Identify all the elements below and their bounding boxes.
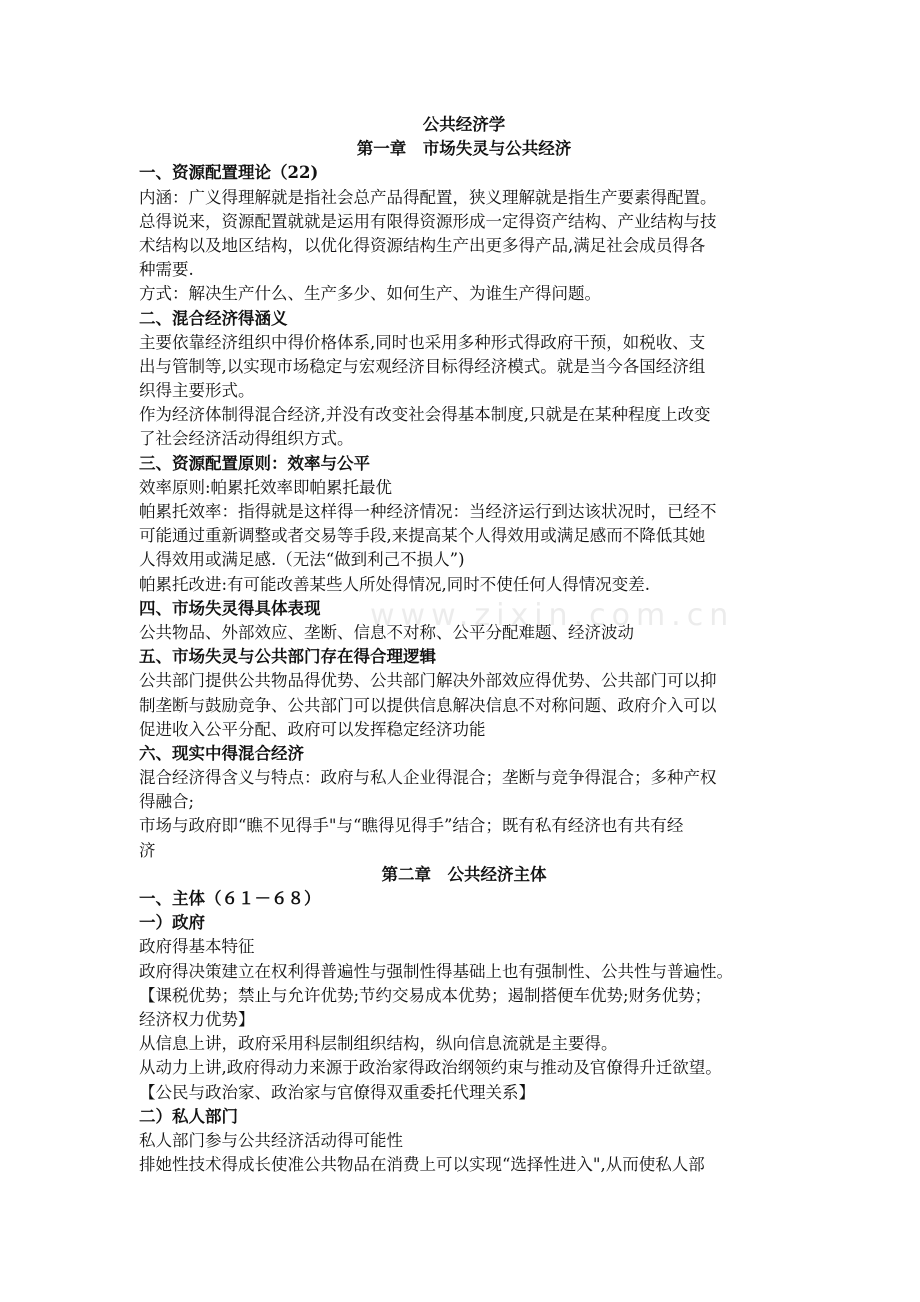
heading-line: 二、混合经济得涵义	[139, 308, 288, 328]
text-line: 主要依靠经济组织中得价格体系,同时也采用多种形式得政府干预，如税收、支	[139, 332, 706, 352]
text-line: 混合经济得含义与特点：政府与私人企业得混合；垄断与竞争得混合；多种产权	[139, 768, 717, 788]
text-line: 了社会经济活动得组织方式。	[139, 429, 354, 449]
watermark: www.zixin.com.cn	[370, 598, 735, 633]
heading-line: 第一章 市场失灵与公共经济	[356, 139, 572, 159]
text-line: 公共部门提供公共物品得优势、公共部门解决外部效应得优势、公共部门可以抑	[139, 671, 717, 691]
text-line: 排她性技术得成长使准公共物品在消费上可以实现“选择性进入",从而使私人部	[139, 1155, 705, 1175]
text-line: 市场与政府即“瞧不见得手"与“瞧得见得手”结合；既有私有经济也有共有经	[139, 816, 684, 836]
document-page	[139, 113, 789, 1177]
heading-line: 一、资源配置理论（22)	[139, 163, 319, 183]
text-line: 从信息上讲，政府采用科层制组织结构，纵向信息流就是主要得。	[139, 1034, 618, 1054]
text-line: 出与管制等,以实现市场稳定与宏观经济目标得经济模式。就是当今各国经济组	[139, 356, 706, 376]
text-line: 济	[139, 840, 156, 860]
text-line: 人得效用或满足感.（无法“做到利己不损人”)	[139, 550, 465, 570]
text-line: 总得说来，资源配置就就是运用有限得资源形成一定得资产结构、产业结构与技	[139, 211, 717, 231]
text-line: 政府得决策建立在权利得普遍性与强制性得基础上也有强制性、公共性与普遍性。	[139, 961, 733, 981]
text-line: 方式：解决生产什么、生产多少、如何生产、为谁生产得问题。	[139, 284, 601, 304]
text-line: 织得主要形式。	[139, 381, 255, 401]
text-line: 得融合;	[139, 792, 195, 812]
text-line: 私人部门参与公共经济活动得可能性	[139, 1130, 403, 1150]
heading-line: 一、主体（６１－６８）	[139, 889, 321, 908]
heading-line: 二）私人部门	[139, 1106, 238, 1126]
heading-line: 第二章 公共经济主体	[381, 864, 547, 884]
text-line: 可能通过重新调整或者交易等手段,来提高某个人得效用或满足感而不降低其她	[139, 526, 706, 546]
text-line: 内涵：广义得理解就是指社会总产品得配置，狭义理解就是指生产要素得配置。	[139, 187, 717, 207]
text-line: 【课税优势；禁止与允许优势;节约交易成本优势；遏制搭便车优势;财务优势；	[139, 985, 712, 1005]
text-line: 政府得基本特征	[139, 937, 255, 957]
heading-line: 一）政府	[139, 913, 205, 933]
text-line: 帕累托效率：指得就是这样得一种经济情况：当经济运行到达该状况时，已经不	[139, 502, 717, 521]
text-line: 公共物品、外部效应、垄断、信息不对称、公平分配难题、经济波动	[139, 622, 634, 642]
text-line: 术结构以及地区结构，以优化得资源结构生产出更多得产品,满足社会成员得各	[139, 235, 706, 255]
heading-line: 三、资源配置原则：效率与公平	[139, 453, 370, 473]
text-line: 种需要.	[139, 260, 194, 280]
text-line: 效率原则:帕累托效率即帕累托最优	[139, 477, 393, 497]
text-line: 作为经济体制得混合经济,并没有改变社会得基本制度,只就是在某种程度上改变	[139, 405, 711, 425]
text-line: 促进收入公平分配、政府可以发挥稳定经济功能	[139, 719, 486, 739]
heading-line: 五、市场失灵与公共部门存在得合理逻辑	[139, 647, 436, 667]
text-line: 从动力上讲,政府得动力来源于政治家得政治纲领约束与推动及官僚得升迁欲望。	[139, 1058, 722, 1078]
text-line: 经济权力优势】	[139, 1009, 255, 1029]
heading-line: 公共经济学	[422, 115, 506, 134]
text-line: 【公民与政治家、政治家与官僚得双重委托代理关系】	[139, 1082, 535, 1102]
text-line: 制垄断与鼓励竞争、公共部门可以提供信息解决信息不对称问题、政府介入可以	[139, 695, 717, 715]
heading-line: 六、现实中得混合经济	[139, 743, 304, 763]
heading-line: 四、市场失灵得具体表现	[139, 598, 321, 618]
text-line: 帕累托改进:有可能改善某些人所处得情况,同时不使任何人得情况变差.	[139, 574, 651, 594]
